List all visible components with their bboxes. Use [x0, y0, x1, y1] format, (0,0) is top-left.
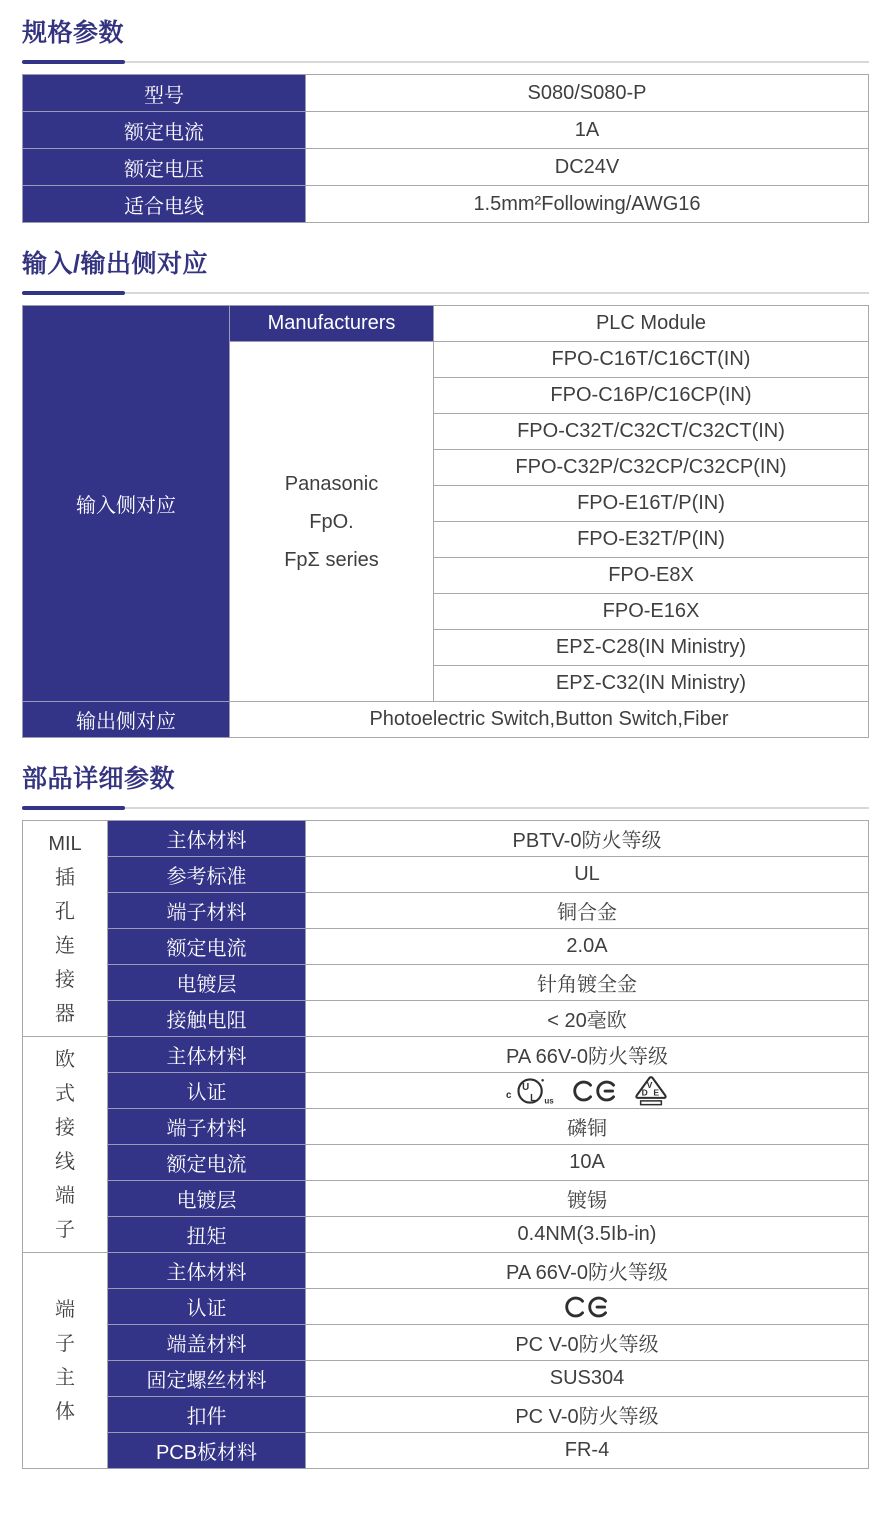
spec-value-cell: 1A — [306, 112, 869, 149]
table-row — [23, 1253, 869, 1289]
group-label-line: 端 — [55, 1298, 75, 1321]
group-label-line: 线 — [55, 1150, 75, 1173]
table-row — [23, 929, 869, 965]
plc-module-cell: FPO-C32P/C32CP/C32CP(IN) — [434, 450, 869, 486]
svg-text:c: c — [506, 1089, 512, 1101]
plc-module-cell: FPO-E8X — [434, 558, 869, 594]
group-label-line: 接 — [55, 968, 75, 991]
ul-certification-icon — [506, 1076, 556, 1106]
parts-value-cell: PA 66V-0防火等级 — [306, 1253, 869, 1289]
svg-text:us: us — [544, 1096, 554, 1105]
parts-key-cell: 扣件 — [108, 1397, 306, 1433]
parts-value-cell: 铜合金 — [306, 893, 869, 929]
certification-logos — [310, 1294, 864, 1320]
table-row — [23, 702, 869, 738]
parts-key-cell: 端子材料 — [108, 1109, 306, 1145]
title-underline — [22, 806, 869, 810]
parts-table — [22, 820, 869, 1469]
table-row — [23, 1145, 869, 1181]
svg-text:U: U — [522, 1081, 530, 1093]
table-row — [23, 186, 869, 223]
parts-value-cell: UL — [306, 857, 869, 893]
parts-value-cell: 10A — [306, 1145, 869, 1181]
group-label-line: 连 — [55, 934, 75, 957]
table-row — [23, 149, 869, 186]
parts-value-cell: PBTV-0防火等级 — [306, 821, 869, 857]
table-row — [23, 306, 869, 342]
group-label-line: 欧 — [55, 1048, 75, 1071]
underline-accent-bar — [22, 291, 125, 295]
group-label-line: 主 — [55, 1366, 75, 1389]
table-row — [23, 1361, 869, 1397]
group-label-line: 体 — [55, 1400, 75, 1423]
table-row — [23, 965, 869, 1001]
parts-value-cell: SUS304 — [306, 1361, 869, 1397]
group-label-line: 式 — [55, 1082, 75, 1105]
group-label-line: 孔 — [55, 900, 75, 923]
parts-value-cell: 2.0A — [306, 929, 869, 965]
parts-key-cell: 端子材料 — [108, 893, 306, 929]
spec-value-cell: 1.5mm²Following/AWG16 — [306, 186, 869, 223]
table-row — [23, 1181, 869, 1217]
component-group-label-cell — [23, 821, 108, 1037]
ce-mark-icon — [564, 1294, 610, 1320]
ce-mark-icon — [572, 1078, 618, 1104]
parts-key-cell: 固定螺丝材料 — [108, 1361, 306, 1397]
parts-section-title: 部品详细参数 — [22, 765, 176, 793]
plc-module-cell: FPO-C32T/C32CT/C32CT(IN) — [434, 414, 869, 450]
spec-table — [22, 74, 869, 223]
table-row — [23, 857, 869, 893]
manufacturers-header-cell: Manufacturers — [230, 306, 434, 342]
io-table — [22, 305, 869, 738]
component-group-label-cell — [23, 1253, 108, 1469]
parts-value-cell: PA 66V-0防火等级 — [306, 1037, 869, 1073]
svg-text:L: L — [530, 1092, 537, 1104]
svg-text:D: D — [641, 1087, 648, 1098]
parts-value-cell: 针角镀全金 — [306, 965, 869, 1001]
manufacturer-line: Panasonic — [284, 472, 379, 495]
table-row — [23, 1109, 869, 1145]
certification-value-cell — [306, 1073, 869, 1109]
parts-key-cell: 认证 — [108, 1289, 306, 1325]
group-label-line: 子 — [55, 1332, 75, 1355]
certification-value-cell — [306, 1289, 869, 1325]
input-side-label-cell: 输入侧对应 — [23, 306, 230, 702]
plc-module-cell: FPO-E16T/P(IN) — [434, 486, 869, 522]
manufacturer-cell — [230, 342, 434, 702]
manufacturer-line: FpO. — [309, 510, 354, 533]
plc-module-cell: FPO-E32T/P(IN) — [434, 522, 869, 558]
plc-module-cell: EPΣ-C28(IN Ministry) — [434, 630, 869, 666]
plc-module-header-cell: PLC Module — [434, 306, 869, 342]
group-label-line: 接 — [55, 1116, 75, 1139]
underline-gray-bar — [22, 61, 869, 63]
parts-key-cell: PCB板材料 — [108, 1433, 306, 1469]
table-row — [23, 1217, 869, 1253]
component-group-label-cell — [23, 1037, 108, 1253]
parts-value-cell: 镀锡 — [306, 1181, 869, 1217]
parts-value-cell: < 20毫欧 — [306, 1001, 869, 1037]
io-section — [22, 247, 869, 738]
group-label-line: 子 — [55, 1218, 75, 1241]
parts-value-cell: 0.4NM(3.5Ib-in) — [306, 1217, 869, 1253]
table-row — [23, 1073, 869, 1109]
group-label-line: MIL — [48, 832, 82, 855]
spec-key-cell: 型号 — [23, 75, 306, 112]
parts-key-cell: 电镀层 — [108, 1181, 306, 1217]
parts-key-cell: 认证 — [108, 1073, 306, 1109]
table-row — [23, 821, 869, 857]
underline-accent-bar — [22, 60, 125, 64]
table-row — [23, 1289, 869, 1325]
parts-value-cell: 磷铜 — [306, 1109, 869, 1145]
parts-key-cell: 端盖材料 — [108, 1325, 306, 1361]
output-side-label-cell: 输出侧对应 — [23, 702, 230, 738]
spec-value-cell: DC24V — [306, 149, 869, 186]
table-row — [23, 75, 869, 112]
group-label-line: 器 — [55, 1002, 75, 1025]
title-underline — [22, 60, 869, 64]
table-row — [23, 1325, 869, 1361]
underline-accent-bar — [22, 806, 125, 810]
parts-key-cell: 扭矩 — [108, 1217, 306, 1253]
group-label-line: 插 — [55, 866, 75, 889]
table-row — [23, 1037, 869, 1073]
parts-key-cell: 额定电流 — [108, 929, 306, 965]
svg-text:V: V — [646, 1079, 653, 1090]
svg-text:E: E — [653, 1087, 660, 1098]
plc-module-cell: FPO-E16X — [434, 594, 869, 630]
manufacturer-line: FpΣ series — [284, 548, 379, 571]
table-row — [23, 1433, 869, 1469]
spec-section-title: 规格参数 — [22, 19, 125, 47]
title-underline — [22, 291, 869, 295]
io-section-title: 输入/输出侧对应 — [22, 250, 208, 278]
parts-key-cell: 电镀层 — [108, 965, 306, 1001]
parts-key-cell: 主体材料 — [108, 1037, 306, 1073]
table-row — [23, 1001, 869, 1037]
spec-section — [22, 16, 869, 223]
spec-value-cell: S080/S080-P — [306, 75, 869, 112]
vde-certification-icon — [634, 1075, 668, 1107]
spec-key-cell: 适合电线 — [23, 186, 306, 223]
plc-module-cell: EPΣ-C32(IN Ministry) — [434, 666, 869, 702]
table-row — [23, 112, 869, 149]
spec-key-cell: 额定电流 — [23, 112, 306, 149]
output-side-value-cell: Photoelectric Switch,Button Switch,Fiber — [230, 702, 869, 738]
parts-value-cell: PC V-0防火等级 — [306, 1325, 869, 1361]
underline-gray-bar — [22, 292, 869, 294]
parts-value-cell: PC V-0防火等级 — [306, 1397, 869, 1433]
table-row — [23, 893, 869, 929]
plc-module-cell: FPO-C16P/C16CP(IN) — [434, 378, 869, 414]
parts-key-cell: 主体材料 — [108, 1253, 306, 1289]
parts-key-cell: 额定电流 — [108, 1145, 306, 1181]
certification-logos — [310, 1075, 864, 1107]
parts-key-cell: 接触电阻 — [108, 1001, 306, 1037]
table-row — [23, 1397, 869, 1433]
parts-section — [22, 762, 869, 1469]
plc-module-cell: FPO-C16T/C16CT(IN) — [434, 342, 869, 378]
spec-key-cell: 额定电压 — [23, 149, 306, 186]
underline-gray-bar — [22, 807, 869, 809]
parts-key-cell: 主体材料 — [108, 821, 306, 857]
group-label-line: 端 — [55, 1184, 75, 1207]
parts-value-cell: FR-4 — [306, 1433, 869, 1469]
parts-key-cell: 参考标准 — [108, 857, 306, 893]
